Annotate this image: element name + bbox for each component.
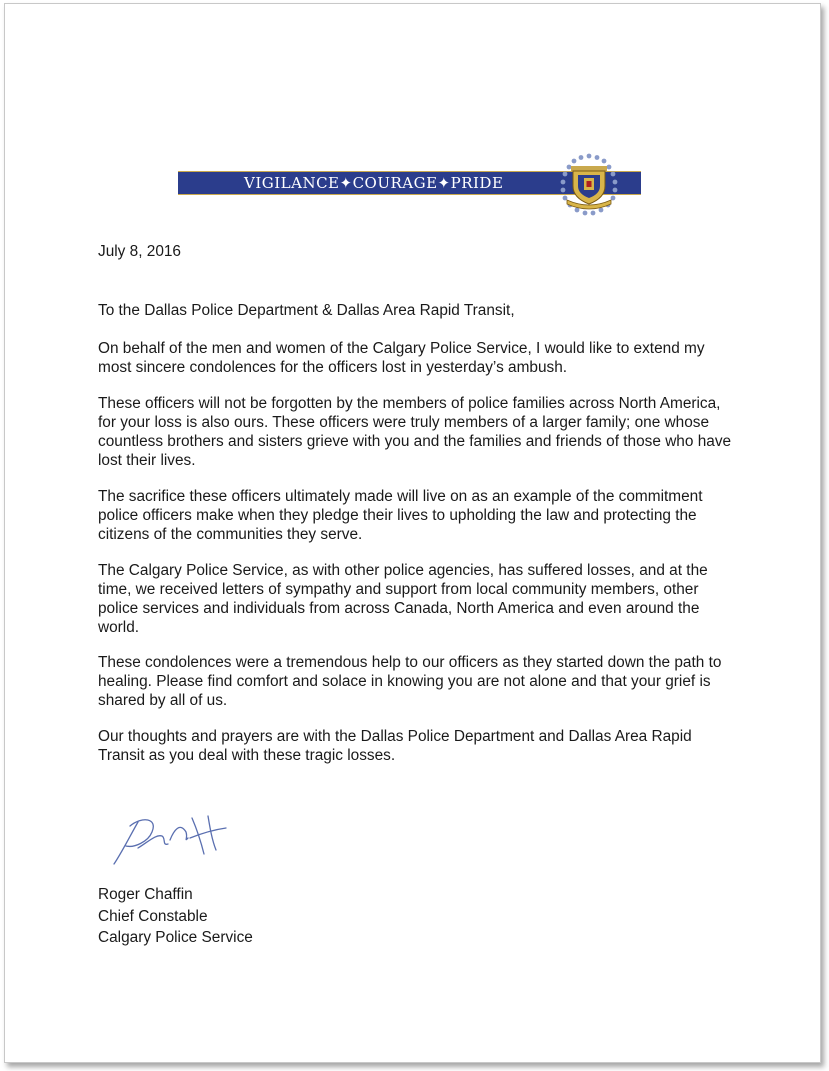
letter-paragraph: The Calgary Police Service, as with other police agencies, has suffered losses, and at the time, we received letters of sympathy and support from local community members, other police services and individuals from across Canada, North America and even around the world. [98, 562, 708, 636]
signature-block [98, 884, 253, 949]
police-crest-icon [557, 152, 621, 216]
signer-organization: Calgary Police Service [98, 929, 253, 946]
letter-paragraph: These condolences were a tremendous help to our officers as they started down the path to healing. Please find comfort and solace in knowing you are not alone and that your grief is shared by all of us. [98, 654, 722, 709]
signer-name: Roger Chaffin [98, 886, 193, 903]
signer-title: Chief Constable [98, 907, 208, 925]
letterhead-motto: VIGILANCE✦COURAGE✦PRIDE [244, 174, 504, 192]
letter-paragraph: The sacrifice these officers ultimately made will live on as an example of the commitment police officers make when they pledge their lives to upholding the law and protecting the citizens of the communities they serve. [98, 488, 703, 543]
letter-date: July 8, 2016 [98, 243, 181, 260]
letter-salutation: To the Dallas Police Department & Dallas Area Rapid Transit, [98, 302, 515, 319]
letter-paragraph: These officers will not be forgotten by the members of police families across North America, for your loss is also ours. These officers were truly members of a larger family; one whose countless brothers and sisters grieve with you and the families and friends of those who have lost their lives. [98, 395, 732, 469]
letter-paragraph: Our thoughts and prayers are with the Dallas Police Department and Dallas Area Rapid Transit as you deal with these tragic losses. [98, 728, 692, 764]
letter-paragraph: On behalf of the men and women of the Calgary Police Service, I would like to extend my most sincere condolences for the officers lost in yesterday’s ambush. [98, 340, 705, 376]
handwritten-signature-icon [108, 808, 238, 870]
